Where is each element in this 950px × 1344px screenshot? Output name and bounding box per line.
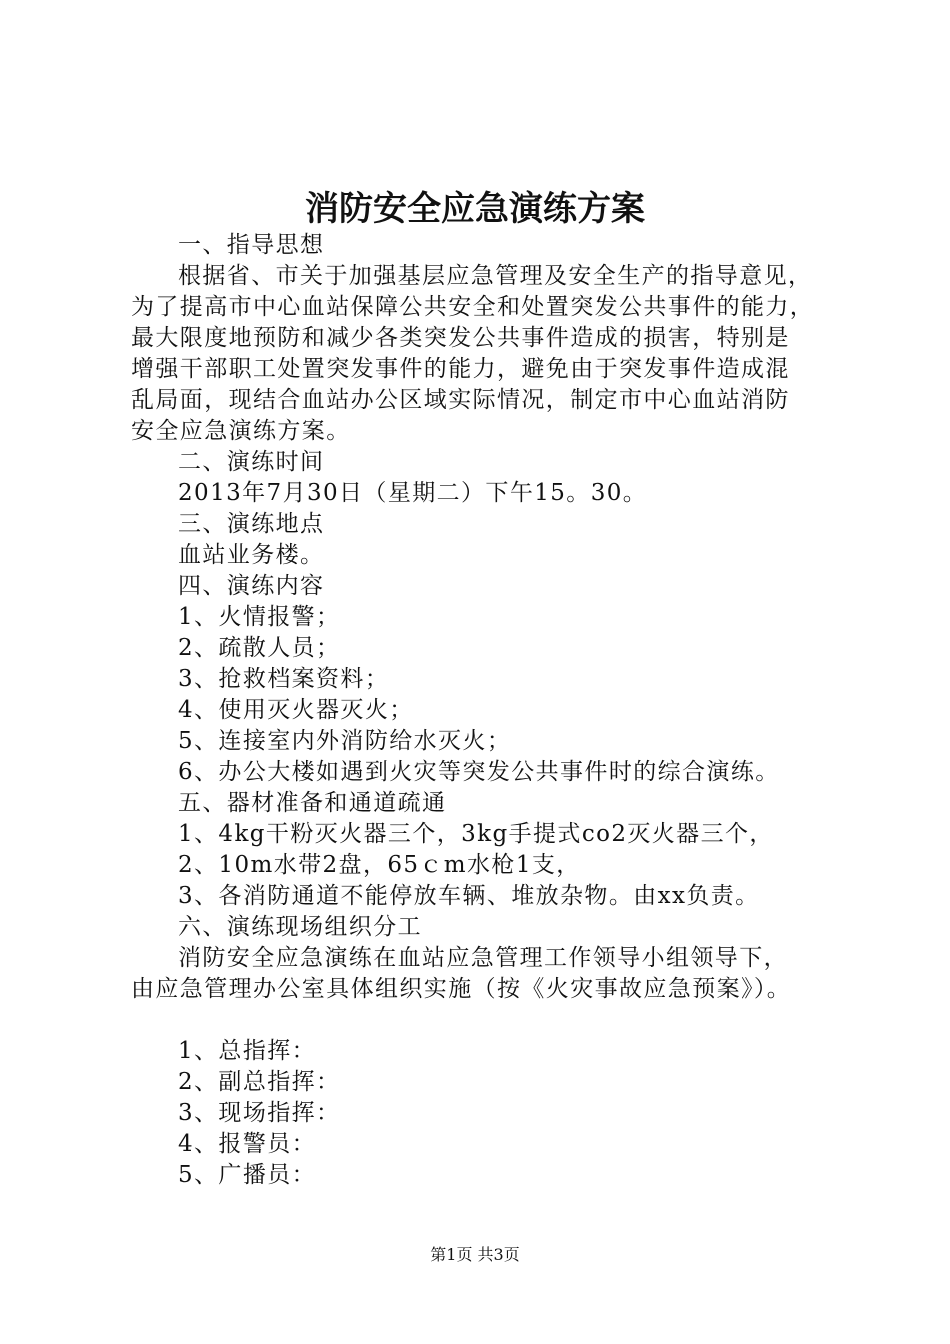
heading-guiding-thought: 一、指导思想 [178,232,325,258]
heading-organization: 六、演练现场组织分工 [178,914,422,940]
paragraph-line: 安全应急演练方案。 [131,418,351,444]
blank-line [131,1005,851,1036]
heading-equipment: 五、器材准备和通道疏通 [178,790,447,816]
role-item: 1、总指挥： [178,1038,317,1064]
heading-drill-location: 三、演练地点 [178,511,325,537]
list-item: 6、办公大楼如遇到火灾等突发公共事件时的综合演练。 [178,759,780,785]
paragraph-line: 乱局面，现结合血站办公区域实际情况，制定市中心血站消防 [131,387,790,413]
list-item: 2、疏散人员； [178,635,341,661]
role-item: 5、广播员： [178,1162,317,1188]
list-item: 2、10m水带2盘，65ｃm水枪1支， [178,852,581,878]
list-item: 4、使用灭火器灭火； [178,697,414,723]
document-body [131,230,851,1191]
list-item: 3、各消防通道不能停放车辆、堆放杂物。由xx负责。 [178,883,760,909]
page-footer: 第1页 共3页 [430,1245,520,1264]
list-item: 1、火情报警； [178,604,341,630]
role-item: 3、现场指挥： [178,1100,341,1126]
document-title: 消防安全应急演练方案 [305,189,645,229]
role-item: 4、报警员： [178,1131,317,1157]
heading-drill-content: 四、演练内容 [178,573,325,599]
list-item: 3、抢救档案资料； [178,666,390,692]
paragraph-line: 增强干部职工处置突发事件的能力，避免由于突发事件造成混 [131,356,790,382]
list-item: 5、连接室内外消防给水灭火； [178,728,512,754]
paragraph-line: 由应急管理办公室具体组织实施（按《火灾事故应急预案》）。 [131,976,792,1002]
drill-location-value: 血站业务楼。 [178,542,325,568]
list-item: 1、4kg干粉灭火器三个，3kg手提式co2灭火器三个， [178,821,774,847]
role-item: 2、副总指挥： [178,1069,341,1095]
paragraph-line: 消防安全应急演练在血站应急管理工作领导小组领导下， [178,945,788,971]
paragraph-line: 为了提高市中心血站保障公共安全和处置突发公共事件的能力， [131,294,815,320]
paragraph-line: 根据省、市关于加强基层应急管理及安全生产的指导意见， [178,263,813,289]
heading-drill-time: 二、演练时间 [178,449,325,475]
drill-time-value: 2013年7月30日（星期二）下午15。30。 [178,480,648,506]
paragraph-line: 最大限度地预防和减少各类突发公共事件造成的损害，特别是 [131,325,790,351]
